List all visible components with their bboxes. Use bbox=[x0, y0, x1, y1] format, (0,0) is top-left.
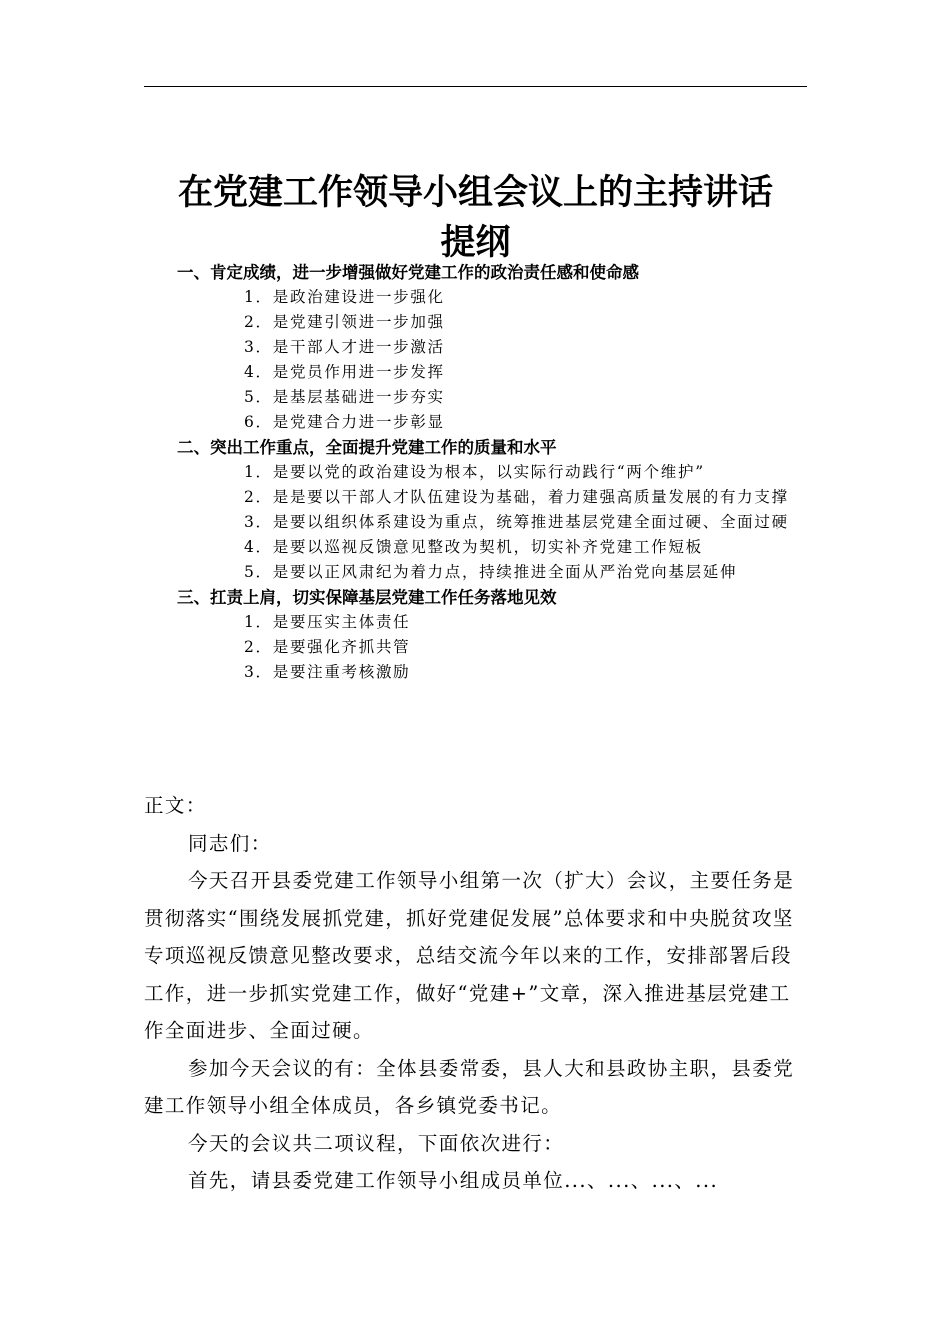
outline-item: 5．是要以正风肃纪为着力点，持续推进全面从严治党向基层延伸 bbox=[244, 563, 738, 581]
body-paragraph-2: 参加今天会议的有：全体县委常委，县人大和县政协主职，县委党建工作领导小组全体成员，各乡镇党委书记。 bbox=[144, 1056, 795, 1117]
title-line-2: 提纲 bbox=[440, 223, 511, 263]
outline-item: 1．是政治建设进一步强化 bbox=[244, 288, 445, 306]
outline-item: 5．是基层基础进一步夯实 bbox=[244, 388, 445, 406]
outline-item: 1．是要压实主体责任 bbox=[244, 613, 411, 631]
document-title bbox=[144, 168, 807, 268]
outline-item: 2．是党建引领进一步加强 bbox=[244, 313, 445, 331]
section-heading-1: 一、肯定成绩，进一步增强做好党建工作的政治责任感和使命感 bbox=[177, 263, 639, 282]
outline-item: 2．是是要以干部人才队伍建设为基础，着力建强高质量发展的有力支撑 bbox=[244, 488, 789, 506]
body-paragraph-3: 今天的会议共二项议程，下面依次进行： bbox=[188, 1131, 565, 1155]
greeting: 同志们： bbox=[188, 831, 272, 855]
outline-item: 3．是干部人才进一步激活 bbox=[244, 338, 445, 356]
outline bbox=[144, 260, 807, 685]
body-text bbox=[144, 787, 807, 1200]
outline-item: 6．是党建合力进一步彰显 bbox=[244, 413, 445, 431]
outline-item: 4．是要以巡视反馈意见整改为契机，切实补齐党建工作短板 bbox=[244, 538, 703, 556]
outline-item: 1．是要以党的政治建设为根本，以实际行动践行“两个维护” bbox=[244, 463, 705, 481]
body-label: 正文： bbox=[144, 794, 207, 817]
outline-item: 3．是要注重考核激励 bbox=[244, 663, 411, 681]
outline-item: 4．是党员作用进一步发挥 bbox=[244, 363, 445, 381]
body-paragraph-1: 今天召开县委党建工作领导小组第一次（扩大）会议，主要任务是贯彻落实“围绕发展抓党建，抓好党建促发展”总体要求和中央脱贫攻坚专项巡视反馈意见整改要求，总结交流今年以来的工作，安排部署后段工作，进一步抓实党建工作，做好“党建+”文章，深入推进基层党建工作全面进步、全面过硬。 bbox=[144, 869, 795, 1042]
header-rule bbox=[144, 86, 807, 87]
body-paragraph-4: 首先，请县委党建工作领导小组成员单位...、...、...、... bbox=[188, 1169, 719, 1192]
section-heading-2: 二、突出工作重点，全面提升党建工作的质量和水平 bbox=[177, 438, 557, 457]
outline-item: 3．是要以组织体系建设为重点，统筹推进基层党建全面过硬、全面过硬 bbox=[244, 513, 789, 531]
section-heading-3: 三、扛责上肩，切实保障基层党建工作任务落地见效 bbox=[177, 588, 557, 607]
outline-item: 2．是要强化齐抓共管 bbox=[244, 638, 411, 656]
title-line-1: 在党建工作领导小组会议上的主持讲话 bbox=[177, 173, 773, 213]
